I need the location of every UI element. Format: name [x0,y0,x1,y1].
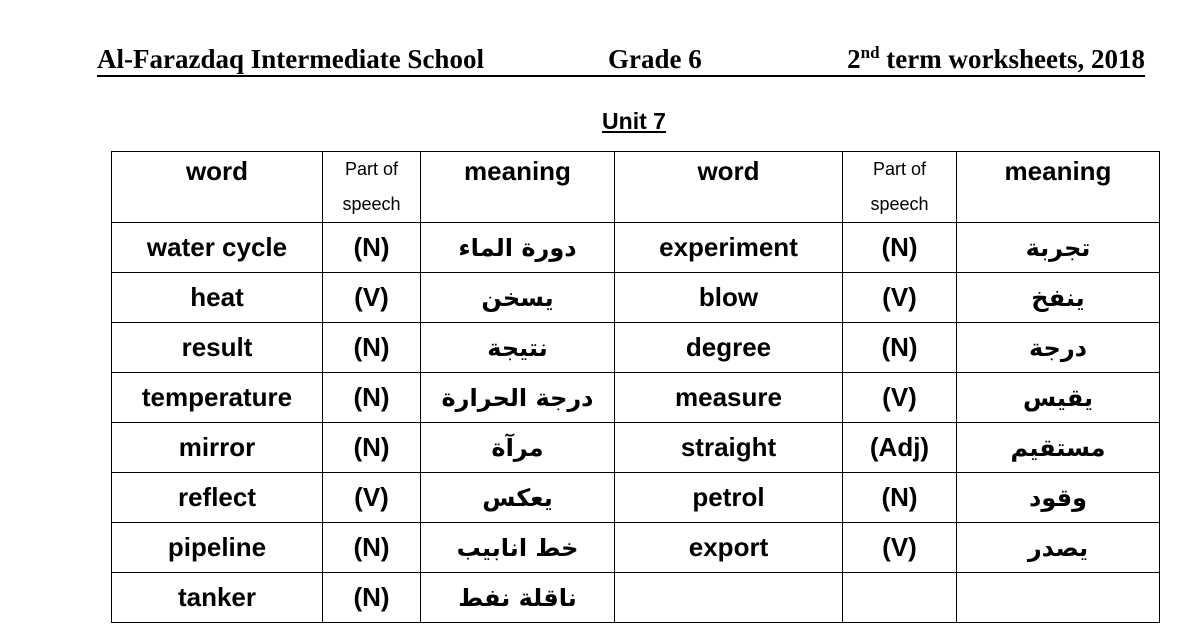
meaning-cell: يصدر [957,523,1160,573]
part-of-speech-cell: (V) [843,523,957,573]
unit-title: Unit 7 [602,108,666,134]
word-cell [615,573,843,623]
table-row [112,573,1160,623]
part-of-speech-cell: (N) [843,223,957,273]
part-of-speech-cell: (N) [323,373,421,423]
col-header-pos: Part of speech [323,152,421,223]
word-cell: export [615,523,843,573]
col-header-meaning: meaning [421,152,615,223]
table-row [112,323,1160,373]
table-row [112,273,1160,323]
part-of-speech-cell: (V) [323,473,421,523]
part-of-speech-cell: (V) [843,373,957,423]
col-header-word: word [112,152,323,223]
part-of-speech-cell: (V) [323,273,421,323]
word-cell: tanker [112,573,323,623]
word-cell: blow [615,273,843,323]
part-of-speech-cell: (N) [323,523,421,573]
part-of-speech-cell [843,573,957,623]
word-cell: petrol [615,473,843,523]
col-header-word: word [615,152,843,223]
table-header-row [112,152,1160,223]
word-cell: degree [615,323,843,373]
word-cell: water cycle [112,223,323,273]
vocabulary-table [111,151,1160,623]
table-row [112,373,1160,423]
word-cell: experiment [615,223,843,273]
meaning-cell: خط انابيب [421,523,615,573]
meaning-cell: درجة [957,323,1160,373]
part-of-speech-cell: (N) [843,323,957,373]
meaning-cell: يعكس [421,473,615,523]
word-cell: pipeline [112,523,323,573]
meaning-cell: دورة الماء [421,223,615,273]
meaning-cell: ناقلة نفط [421,573,615,623]
word-cell: heat [112,273,323,323]
term-number: 2 [847,44,861,74]
meaning-cell: وقود [957,473,1160,523]
meaning-cell: يسخن [421,273,615,323]
term-label [847,44,1145,75]
col-header-meaning: meaning [957,152,1160,223]
part-of-speech-cell: (N) [843,473,957,523]
header-rule [97,75,1145,77]
meaning-cell: يقيس [957,373,1160,423]
meaning-cell: تجربة [957,223,1160,273]
school-name: Al-Farazdaq Intermediate School [97,44,484,74]
meaning-cell: مستقيم [957,423,1160,473]
col-header-pos: Part of speech [843,152,957,223]
word-cell: straight [615,423,843,473]
meaning-cell: ينفخ [957,273,1160,323]
meaning-cell: مرآة [421,423,615,473]
word-cell: temperature [112,373,323,423]
table-row [112,523,1160,573]
meaning-cell: نتيجة [421,323,615,373]
meaning-cell [957,573,1160,623]
word-cell: measure [615,373,843,423]
part-of-speech-cell: (N) [323,223,421,273]
table-row [112,223,1160,273]
table-row [112,423,1160,473]
meaning-cell: درجة الحرارة [421,373,615,423]
grade-label: Grade 6 [608,44,702,74]
term-rest: term worksheets, 2018 [879,44,1145,74]
word-cell: mirror [112,423,323,473]
part-of-speech-cell: (Adj) [843,423,957,473]
table-row [112,473,1160,523]
word-cell: reflect [112,473,323,523]
part-of-speech-cell: (N) [323,323,421,373]
part-of-speech-cell: (V) [843,273,957,323]
word-cell: result [112,323,323,373]
term-suffix: nd [860,43,880,62]
part-of-speech-cell: (N) [323,423,421,473]
part-of-speech-cell: (N) [323,573,421,623]
